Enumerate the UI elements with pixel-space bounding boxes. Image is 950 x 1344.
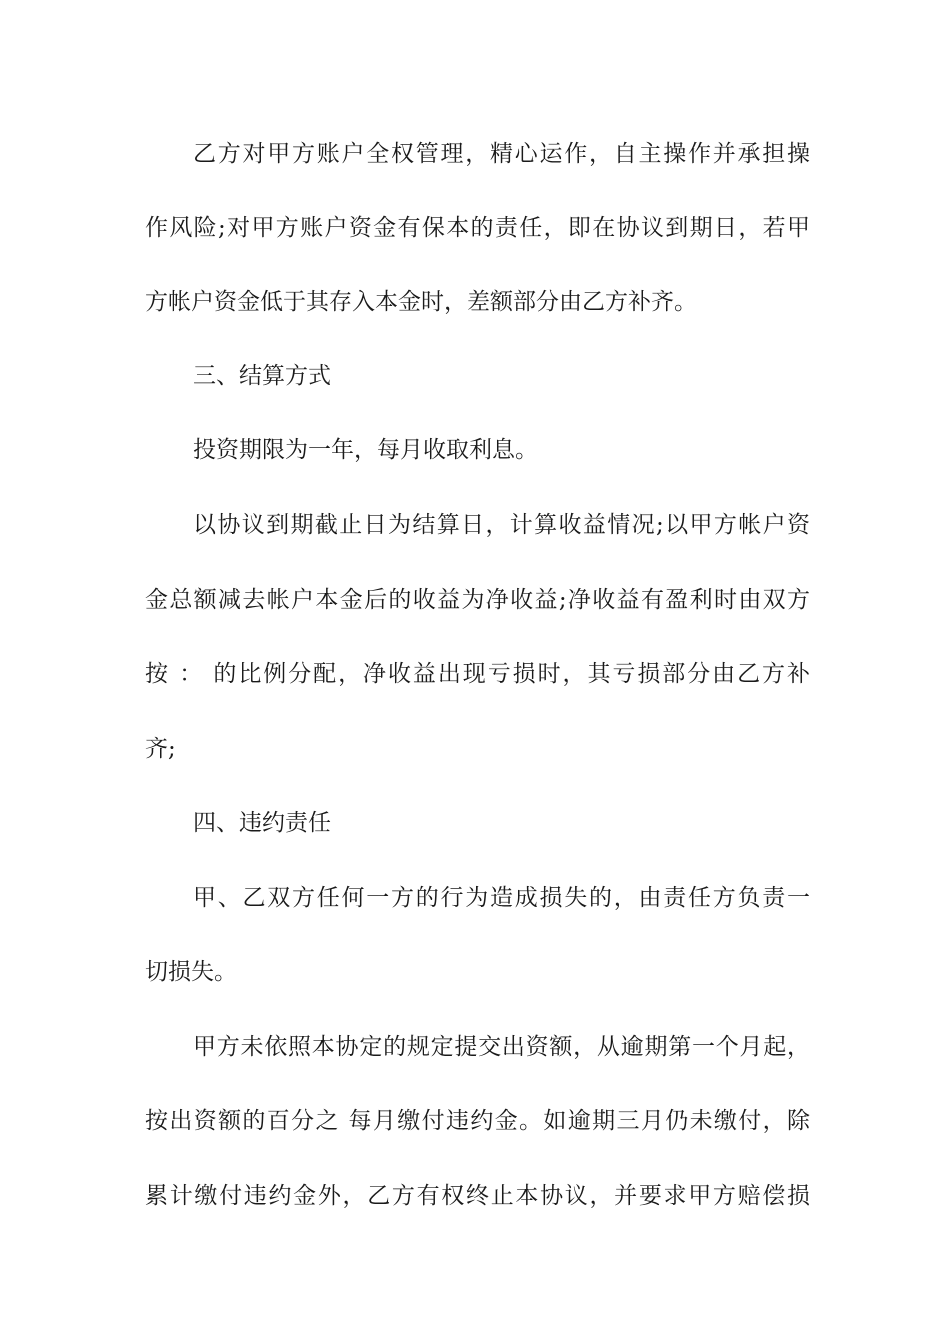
section-heading: 四、违约责任	[193, 810, 331, 836]
paragraph-line: 以协议到期截止日为结算日，计算收益情况;以甲方帐户资	[193, 512, 810, 538]
paragraph-line: 乙方对甲方账户全权管理，精心运作，自主操作并承担操	[193, 141, 810, 167]
paragraph-line: 金总额减去帐户本金后的收益为净收益;净收益有盈利时由双方	[145, 587, 810, 613]
paragraph-line: 切损失。	[145, 959, 237, 985]
paragraph-line: 累计缴付违约金外，乙方有权终止本协议，并要求甲方赔偿损	[145, 1183, 810, 1209]
paragraph-line: 按 ： 的比例分配，净收益出现亏损时，其亏损部分由乙方补	[145, 661, 810, 687]
paragraph-line: 方帐户资金低于其存入本金时，差额部分由乙方补齐。	[145, 289, 697, 315]
paragraph-line: 甲、乙双方任何一方的行为造成损失的，由责任方负责一	[193, 885, 810, 911]
section-heading: 三、结算方式	[193, 363, 331, 389]
paragraph-line: 甲方未依照本协定的规定提交出资额，从逾期第一个月起，	[193, 1034, 810, 1060]
paragraph-line: 作风险;对甲方账户资金有保本的责任，即在协议到期日，若甲	[145, 215, 810, 241]
paragraph-line: 齐;	[145, 736, 176, 762]
paragraph-line: 按出资额的百分之 每月缴付违约金。如逾期三月仍未缴付，除	[145, 1108, 810, 1134]
paragraph-line: 投资期限为一年，每月收取利息。	[193, 437, 538, 463]
